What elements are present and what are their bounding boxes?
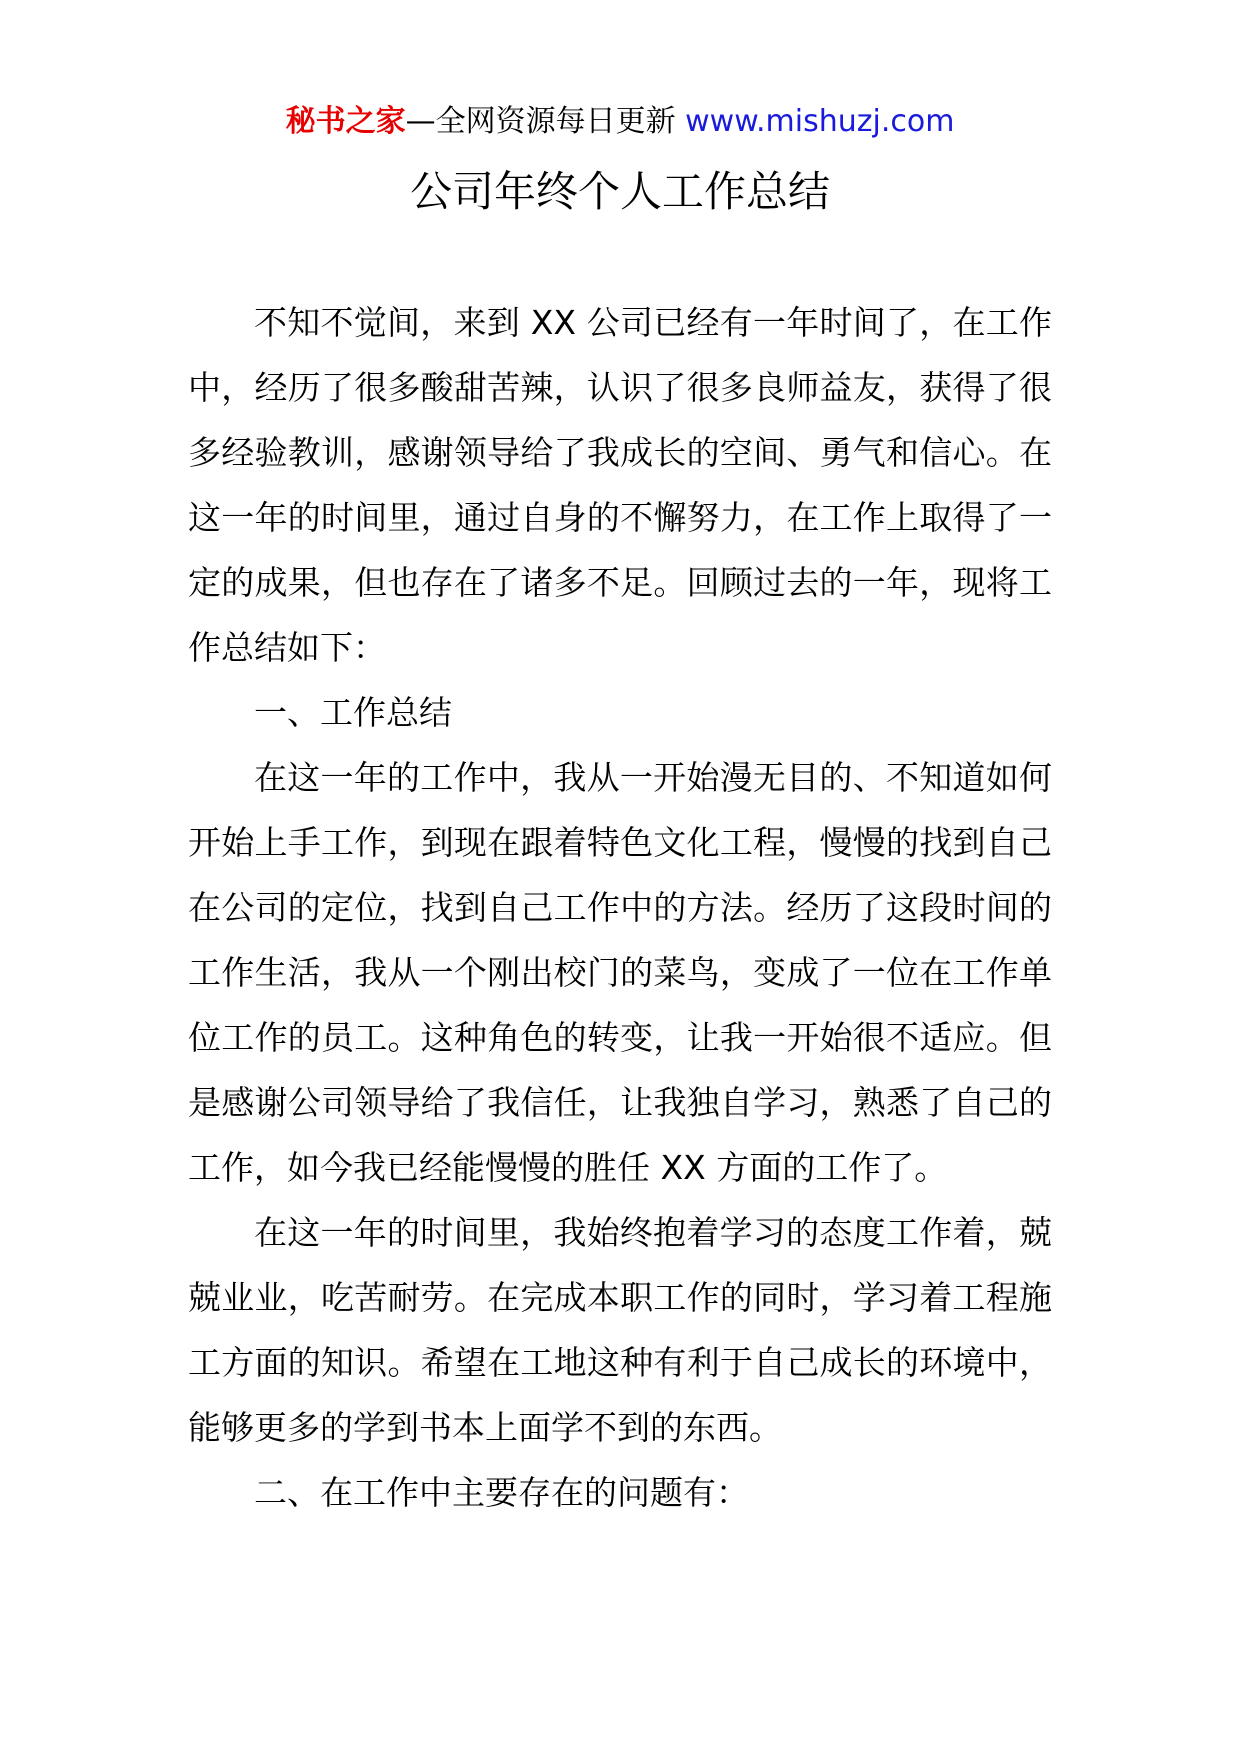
site-brand: 秘书之家 — [285, 104, 406, 139]
section-heading-problems: 二、在工作中主要存在的问题有： — [254, 1473, 749, 1512]
site-tagline: —全网资源每日更新 — [405, 104, 676, 139]
paragraph-work-progress: 在这一年的工作中，我从一开始漫无目的、不知道如何开始上手工作，到现在跟着特色文化工程，慢慢的找到自己在公司的定位，找到自己工作中的方法。经历了这段时间的工作生活，我从一个刚出校门的菜鸟，变成了一位在工作单位工作的员工。这种角色的转变，让我一开始很不适应。但是感谢公司领导给了我信任，让我独自学习，熟悉了自己的工作，如今我已经能慢慢的胜任 XX 方面的工作了。 — [188, 758, 1052, 1187]
paragraph-intro: 不知不觉间，来到 XX 公司已经有一年时间了，在工作中，经历了很多酸甜苦辣，认识了很多良师益友，获得了很多经验教训，感谢领导给了我成长的空间、勇气和信心。在这一年的时间里，通过自身的不懈努力，在工作上取得了一定的成果，但也存在了诸多不足。回顾过去的一年，现将工作总结如下： — [188, 303, 1052, 667]
site-url-link[interactable]: www.mishuzj.com — [685, 104, 955, 139]
section-heading-work-summary: 一、工作总结 — [254, 693, 452, 732]
site-header — [0, 100, 1240, 144]
document-title: 公司年终个人工作总结 — [409, 167, 830, 216]
document-body — [188, 290, 1052, 1525]
paragraph-learning-attitude: 在这一年的时间里，我始终抱着学习的态度工作着，兢兢业业，吃苦耐劳。在完成本职工作的同时，学习着工程施工方面的知识。希望在工地这种有利于自己成长的环境中，能够更多的学到书本上面学不到的东西。 — [188, 1213, 1052, 1447]
